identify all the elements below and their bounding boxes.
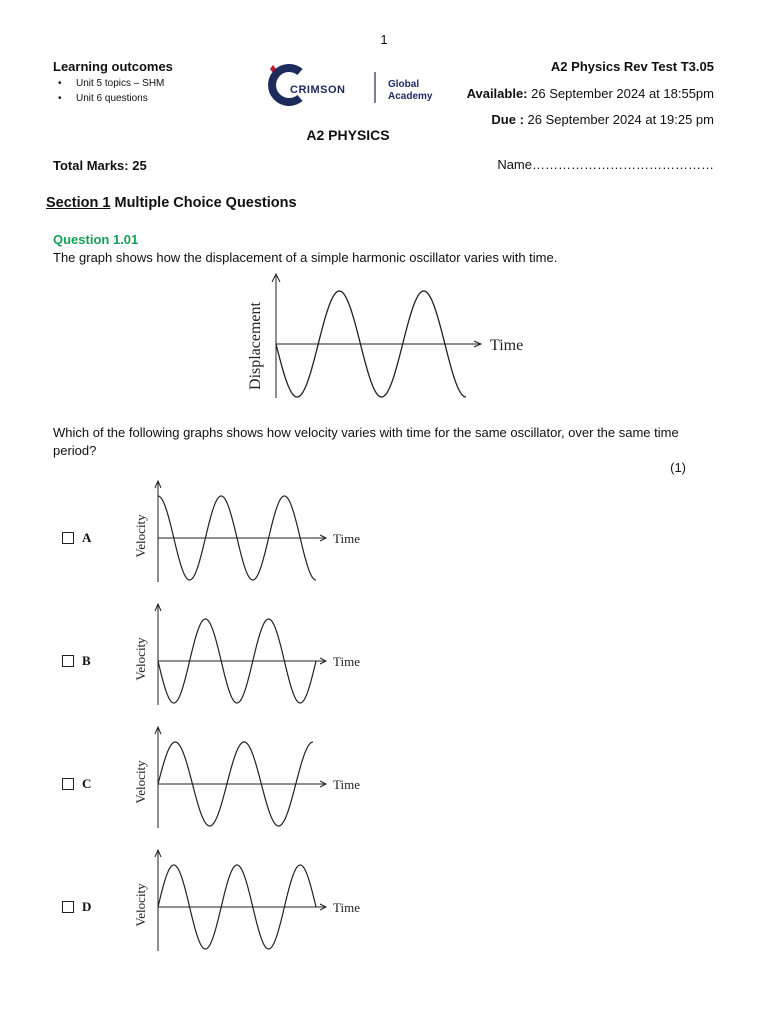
due-date xyxy=(491,112,714,127)
question-label: Question 1.01 xyxy=(53,232,139,247)
available-date xyxy=(467,86,714,101)
marks-indicator: (1) xyxy=(670,460,686,475)
option-d-letter: D xyxy=(82,899,92,914)
due-value: 26 September 2024 at 19:25 pm xyxy=(527,112,714,127)
option-b-checkbox[interactable] xyxy=(62,655,74,667)
x-axis-label: Time xyxy=(333,777,360,792)
logo-sub-text: Global xyxy=(388,79,420,90)
y-axis-label: Velocity xyxy=(133,637,148,681)
option-c-checkbox[interactable] xyxy=(62,778,74,790)
section-number: Section 1 xyxy=(46,195,111,211)
y-axis-label: Velocity xyxy=(133,514,148,558)
available-value: 26 September 2024 at 18:55pm xyxy=(531,86,714,101)
y-axis-label: Velocity xyxy=(133,883,148,927)
option-d-checkbox[interactable] xyxy=(62,901,74,913)
section-title: Multiple Choice Questions xyxy=(110,195,297,211)
learning-outcome-item: • Unit 6 questions xyxy=(58,91,164,106)
available-label: Available: xyxy=(466,86,528,101)
logo-sub-text: Academy xyxy=(388,91,433,102)
test-code: A2 Physics Rev Test T3.05 xyxy=(550,59,714,74)
subject-title: A2 PHYSICS xyxy=(306,127,390,143)
logo-brand-text: CRIMSON xyxy=(290,84,346,96)
option-c-graph xyxy=(125,724,375,832)
due-label: Due : xyxy=(491,112,524,127)
option-a-checkbox[interactable] xyxy=(62,532,74,544)
option-b-letter: B xyxy=(82,653,91,668)
option-a-letter: A xyxy=(82,530,92,545)
name-field: Name…………………………………… xyxy=(497,157,714,172)
learning-outcomes-list xyxy=(58,76,164,106)
question-text: The graph shows how the displacement of a simple harmonic oscillator varies with time. xyxy=(53,250,558,265)
option-c-letter: C xyxy=(82,776,92,791)
total-marks: Total Marks: 25 xyxy=(53,158,147,173)
x-axis-label: Time xyxy=(333,531,360,546)
learning-outcomes-title: Learning outcomes xyxy=(53,59,173,74)
question-prompt: Which of the following graphs shows how velocity varies with time for the same oscillator, over the same time period? xyxy=(53,425,679,458)
section-heading xyxy=(46,195,297,211)
option-b-graph xyxy=(125,601,375,709)
page-number: 1 xyxy=(380,32,388,47)
y-axis-label: Displacement xyxy=(247,302,264,390)
crimson-global-academy-logo xyxy=(266,62,446,108)
x-axis-label: Time xyxy=(490,337,524,354)
x-axis-label: Time xyxy=(333,654,360,669)
option-d-graph xyxy=(125,847,375,955)
displacement-graph xyxy=(240,270,540,405)
x-axis-label: Time xyxy=(333,900,360,915)
learning-outcome-item: • Unit 5 topics – SHM xyxy=(58,76,164,91)
option-a-graph xyxy=(125,478,375,586)
y-axis-label: Velocity xyxy=(133,760,148,804)
